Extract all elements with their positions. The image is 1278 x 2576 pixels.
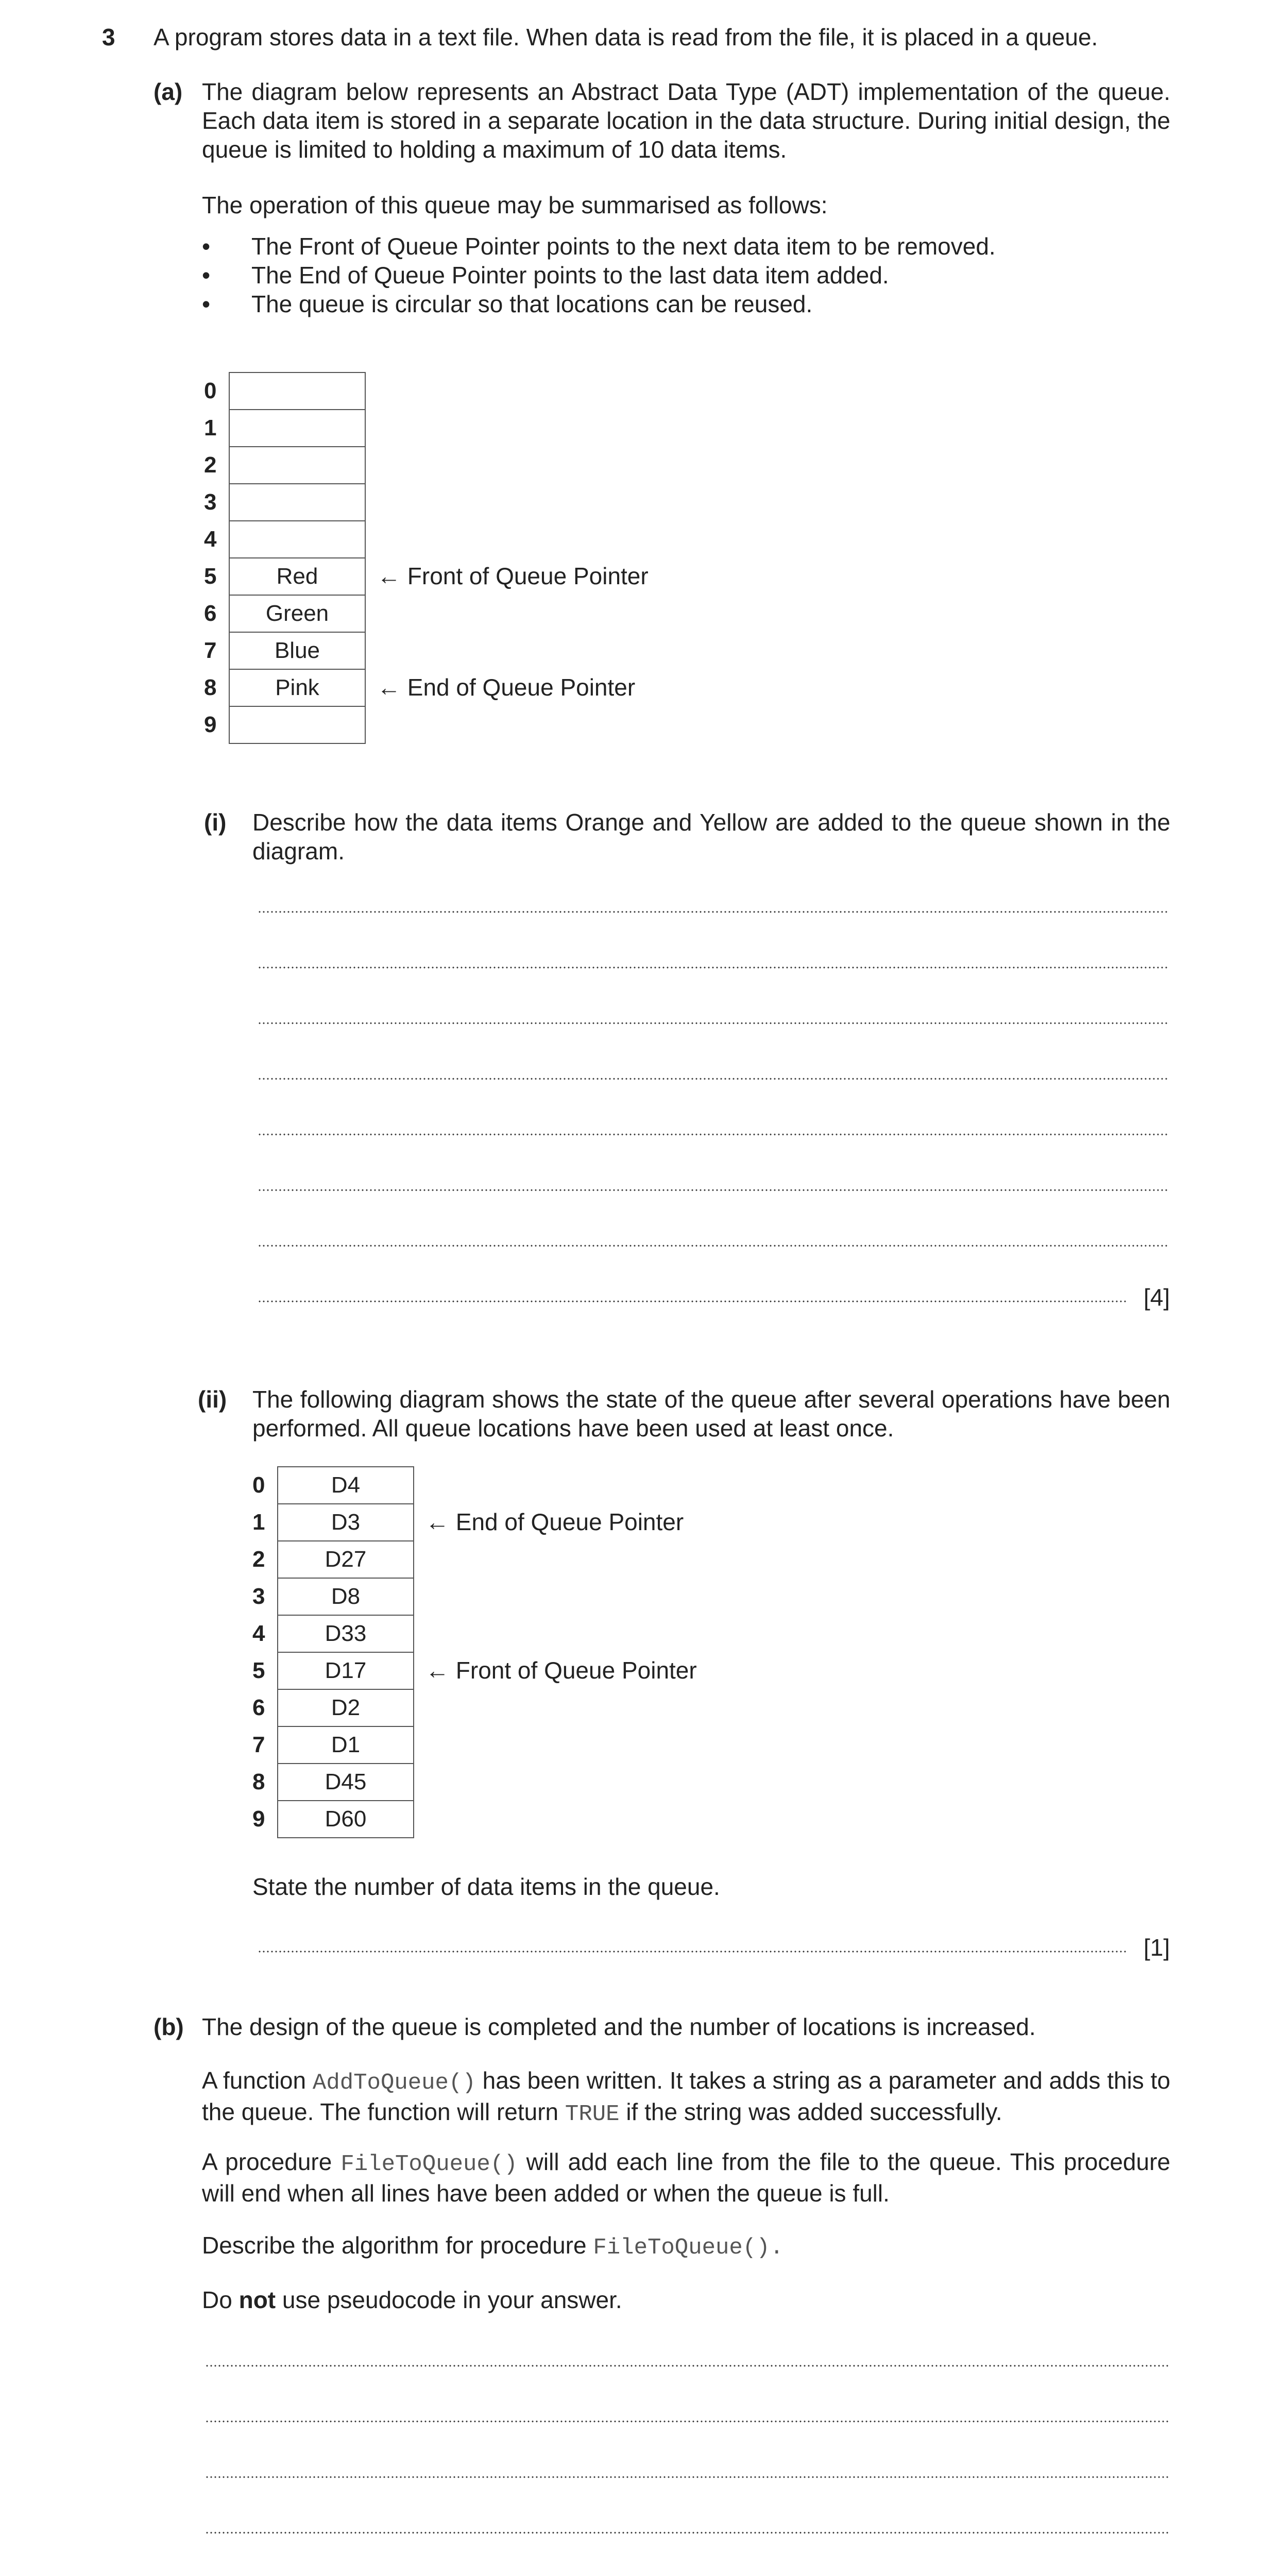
part-a-paragraph-2: The operation of this queue may be summarised as follows: <box>202 192 828 218</box>
queue-row <box>252 1764 414 1801</box>
part-ii-prompt: State the number of data items in the queue. <box>252 1873 720 1900</box>
text-run: use pseudocode in your answer. <box>276 2286 622 2313</box>
answer-line[interactable] <box>258 1189 1169 1191</box>
queue-row <box>204 595 365 632</box>
queue-index: 4 <box>252 1621 265 1646</box>
queue-index: 2 <box>252 1547 265 1572</box>
text-run: A function <box>202 2067 313 2094</box>
queue-index: 8 <box>252 1769 265 1794</box>
queue-cell: D4 <box>278 1467 414 1504</box>
answer-line[interactable] <box>258 1245 1169 1247</box>
text-run: A procedure <box>202 2148 341 2175</box>
queue-row <box>252 1615 414 1652</box>
answer-line[interactable] <box>258 1078 1169 1080</box>
answer-line[interactable] <box>205 2532 1169 2534</box>
part-b-intro: The design of the queue is completed and the number of locations is increased. <box>202 2013 1036 2040</box>
part-a-label: (a) <box>154 78 183 105</box>
queue-row <box>252 1467 414 1504</box>
bullet-item: • The Front of Queue Pointer points to the next data item to be removed. <box>202 232 1170 261</box>
text-run: Describe the algorithm for procedure <box>202 2232 593 2259</box>
part-b-paragraph-3 <box>202 2231 1170 2262</box>
code-true: TRUE <box>565 2102 620 2127</box>
queue-index: 7 <box>204 638 217 663</box>
queue-cell: D3 <box>278 1504 414 1541</box>
answer-line[interactable] <box>205 2365 1169 2367</box>
question-number: 3 <box>102 24 115 50</box>
marks-label: [4] <box>1144 1284 1170 1311</box>
answer-line[interactable] <box>258 1951 1127 1953</box>
queue-row <box>204 521 365 558</box>
part-b-paragraph-2 <box>202 2147 1170 2208</box>
answer-line[interactable] <box>258 1133 1169 1136</box>
queue-row <box>204 632 365 669</box>
queue-row <box>204 410 365 447</box>
queue-cell: Red <box>229 558 365 595</box>
queue-index: 9 <box>252 1806 265 1832</box>
front-of-queue-pointer-label: ← Front of Queue Pointer <box>425 1657 697 1684</box>
answer-line[interactable] <box>258 1022 1169 1024</box>
queue-cell: D45 <box>278 1764 414 1801</box>
emphasis-not: not <box>238 2286 276 2313</box>
queue-row <box>204 447 365 484</box>
queue-row <box>204 558 365 595</box>
code-filetoqueue: FileToQueue(). <box>593 2235 784 2261</box>
front-of-queue-pointer-label: ← Front of Queue Pointer <box>377 563 649 589</box>
code-filetoqueue: FileToQueue() <box>340 2151 518 2177</box>
queue-cell: Pink <box>229 669 365 706</box>
queue-row <box>204 706 365 743</box>
queue-diagram-2 <box>252 1466 414 1838</box>
queue-cell: D60 <box>278 1801 414 1838</box>
queue-index: 5 <box>252 1658 265 1683</box>
question-intro: A program stores data in a text file. When data is read from the file, it is placed in a queue. <box>154 24 1098 50</box>
queue-row <box>252 1541 414 1578</box>
queue-index: 9 <box>204 712 217 737</box>
text-run: Do <box>202 2286 239 2313</box>
part-b-paragraph-1 <box>202 2066 1170 2129</box>
queue-index: 1 <box>252 1510 265 1535</box>
queue-index: 7 <box>252 1732 265 1757</box>
queue-cell: D1 <box>278 1726 414 1764</box>
queue-cell <box>229 706 365 743</box>
bullet-item: • The End of Queue Pointer points to the last data item added. <box>202 261 1170 290</box>
end-of-queue-pointer-label: ← End of Queue Pointer <box>377 674 636 701</box>
queue-cell: D27 <box>278 1541 414 1578</box>
part-a-paragraph-1: The diagram below represents an Abstract Data Type (ADT) implementation of the queue. Each data item is stored in a separate location in the data structure. During initial design, the queue is limited to holding a maximum of 10 data items. <box>202 78 1170 163</box>
bullet-item: • The queue is circular so that locations can be reused. <box>202 290 1170 318</box>
text-run: if the string was added successfully. <box>619 2098 1002 2125</box>
part-a-bullet-list <box>202 232 1170 318</box>
queue-row <box>252 1578 414 1615</box>
part-b-paragraph-4 <box>202 2285 1170 2314</box>
queue-index: 3 <box>252 1584 265 1609</box>
queue-row <box>204 484 365 521</box>
queue-row <box>252 1689 414 1726</box>
queue-cell: Blue <box>229 632 365 669</box>
answer-line[interactable] <box>205 2420 1169 2422</box>
queue-row <box>204 372 365 410</box>
queue-cell: D17 <box>278 1652 414 1689</box>
code-addtoqueue: AddToQueue() <box>312 2070 476 2096</box>
queue-diagram-1 <box>204 372 366 744</box>
queue-index: 0 <box>204 378 217 403</box>
queue-cell <box>229 372 365 410</box>
answer-line[interactable] <box>258 967 1169 969</box>
queue-cell: D33 <box>278 1615 414 1652</box>
answer-line[interactable] <box>258 911 1169 913</box>
answer-line[interactable] <box>258 1300 1127 1302</box>
queue-row <box>252 1652 414 1689</box>
queue-cell <box>229 521 365 558</box>
queue-cell <box>229 484 365 521</box>
queue-row <box>252 1504 414 1541</box>
part-ii-label: (ii) <box>198 1386 227 1413</box>
queue-cell <box>229 410 365 447</box>
queue-row <box>252 1726 414 1764</box>
part-b-label: (b) <box>154 2013 184 2040</box>
queue-cell <box>229 447 365 484</box>
queue-index: 2 <box>204 452 217 478</box>
marks-label: [1] <box>1144 1934 1170 1961</box>
part-ii-text: The following diagram shows the state of the queue after several operations have been performed. All queue locations have been used at least once. <box>252 1386 1170 1442</box>
queue-index: 6 <box>252 1695 265 1720</box>
queue-cell: D2 <box>278 1689 414 1726</box>
text-run: will add each line from the file to the queue. This procedure will end when all lines have been added or when the queue is full. <box>202 2148 1170 2207</box>
answer-line[interactable] <box>205 2476 1169 2478</box>
queue-index: 3 <box>204 489 217 515</box>
part-i-text: Describe how the data items Orange and Yellow are added to the queue shown in the diagram. <box>252 809 1170 865</box>
queue-index: 4 <box>204 527 217 552</box>
queue-index: 1 <box>204 415 217 440</box>
queue-row <box>204 669 365 706</box>
text-run: has been written. It takes a string as a parameter and adds this to the queue. The function will return <box>202 2067 1170 2125</box>
queue-index: 8 <box>204 675 217 700</box>
queue-row <box>252 1801 414 1838</box>
queue-index: 0 <box>252 1472 265 1498</box>
queue-cell: Green <box>229 595 365 632</box>
part-i-label: (i) <box>204 809 227 836</box>
end-of-queue-pointer-label: ← End of Queue Pointer <box>425 1509 684 1535</box>
queue-index: 6 <box>204 601 217 626</box>
queue-index: 5 <box>204 564 217 589</box>
queue-cell: D8 <box>278 1578 414 1615</box>
